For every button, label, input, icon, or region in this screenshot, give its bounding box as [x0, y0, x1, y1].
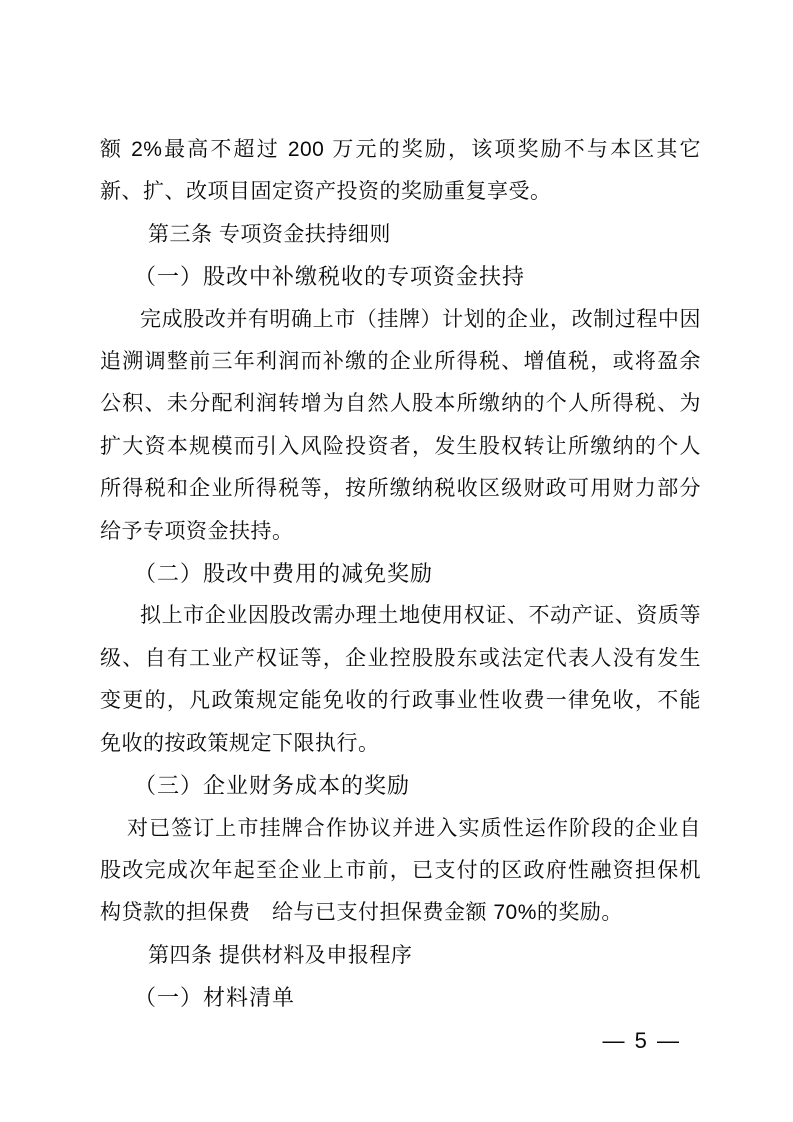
continued-paragraph: 额 2%最高不超过 200 万元的奖励，该项奖励不与本区其它新、扩、改项目固定资产投资的奖励重复享受。 — [100, 138, 701, 204]
page-number: — 5 — — [602, 1028, 681, 1053]
article4-section1-heading: （一）材料清单 — [134, 985, 296, 1011]
article3-section2-body: 拟上市企业因股改需办理土地使用权证、不动产证、资质等级、自有工业产权证等，企业控股股东或法定代表人没有发生变更的，凡政策规定能免收的行政事业性收费一律免收，不能免收的按政策规定下限执行。 — [100, 604, 701, 755]
document-body — [100, 129, 701, 1020]
article3-section3-heading: （三）企业财务成本的奖励 — [134, 773, 411, 799]
article3-section3-body: 对已签订上市挂牌合作协议并进入实质性运作阶段的企业自股改完成次年起至企业上市前，已支付的区政府性融资担保机构贷款的担保费 给与已支付担保费金额 70%的奖励。 — [100, 816, 701, 925]
article3-heading: 第三条 专项资金扶持细则 — [148, 222, 391, 246]
article4-heading: 第四条 提供材料及申报程序 — [148, 943, 413, 967]
article3-section1-heading: （一）股改中补缴税收的专项资金扶持 — [134, 264, 526, 290]
article3-section2-heading: （二）股改中费用的减免奖励 — [134, 561, 434, 587]
article3-section1-body: 完成股改并有明确上市（挂牌）计划的企业，改制过程中因追溯调整前三年利润而补缴的企业所得税、增值税，或将盈余公积、未分配利润转增为自然人股本所缴纳的个人所得税、为扩大资本规模而引入风险投资者，发生股权转让所缴纳的个人所得税和企业所得税等，按所缴纳税收区级财政可用财力部分给予专项资金扶持。 — [100, 307, 701, 543]
